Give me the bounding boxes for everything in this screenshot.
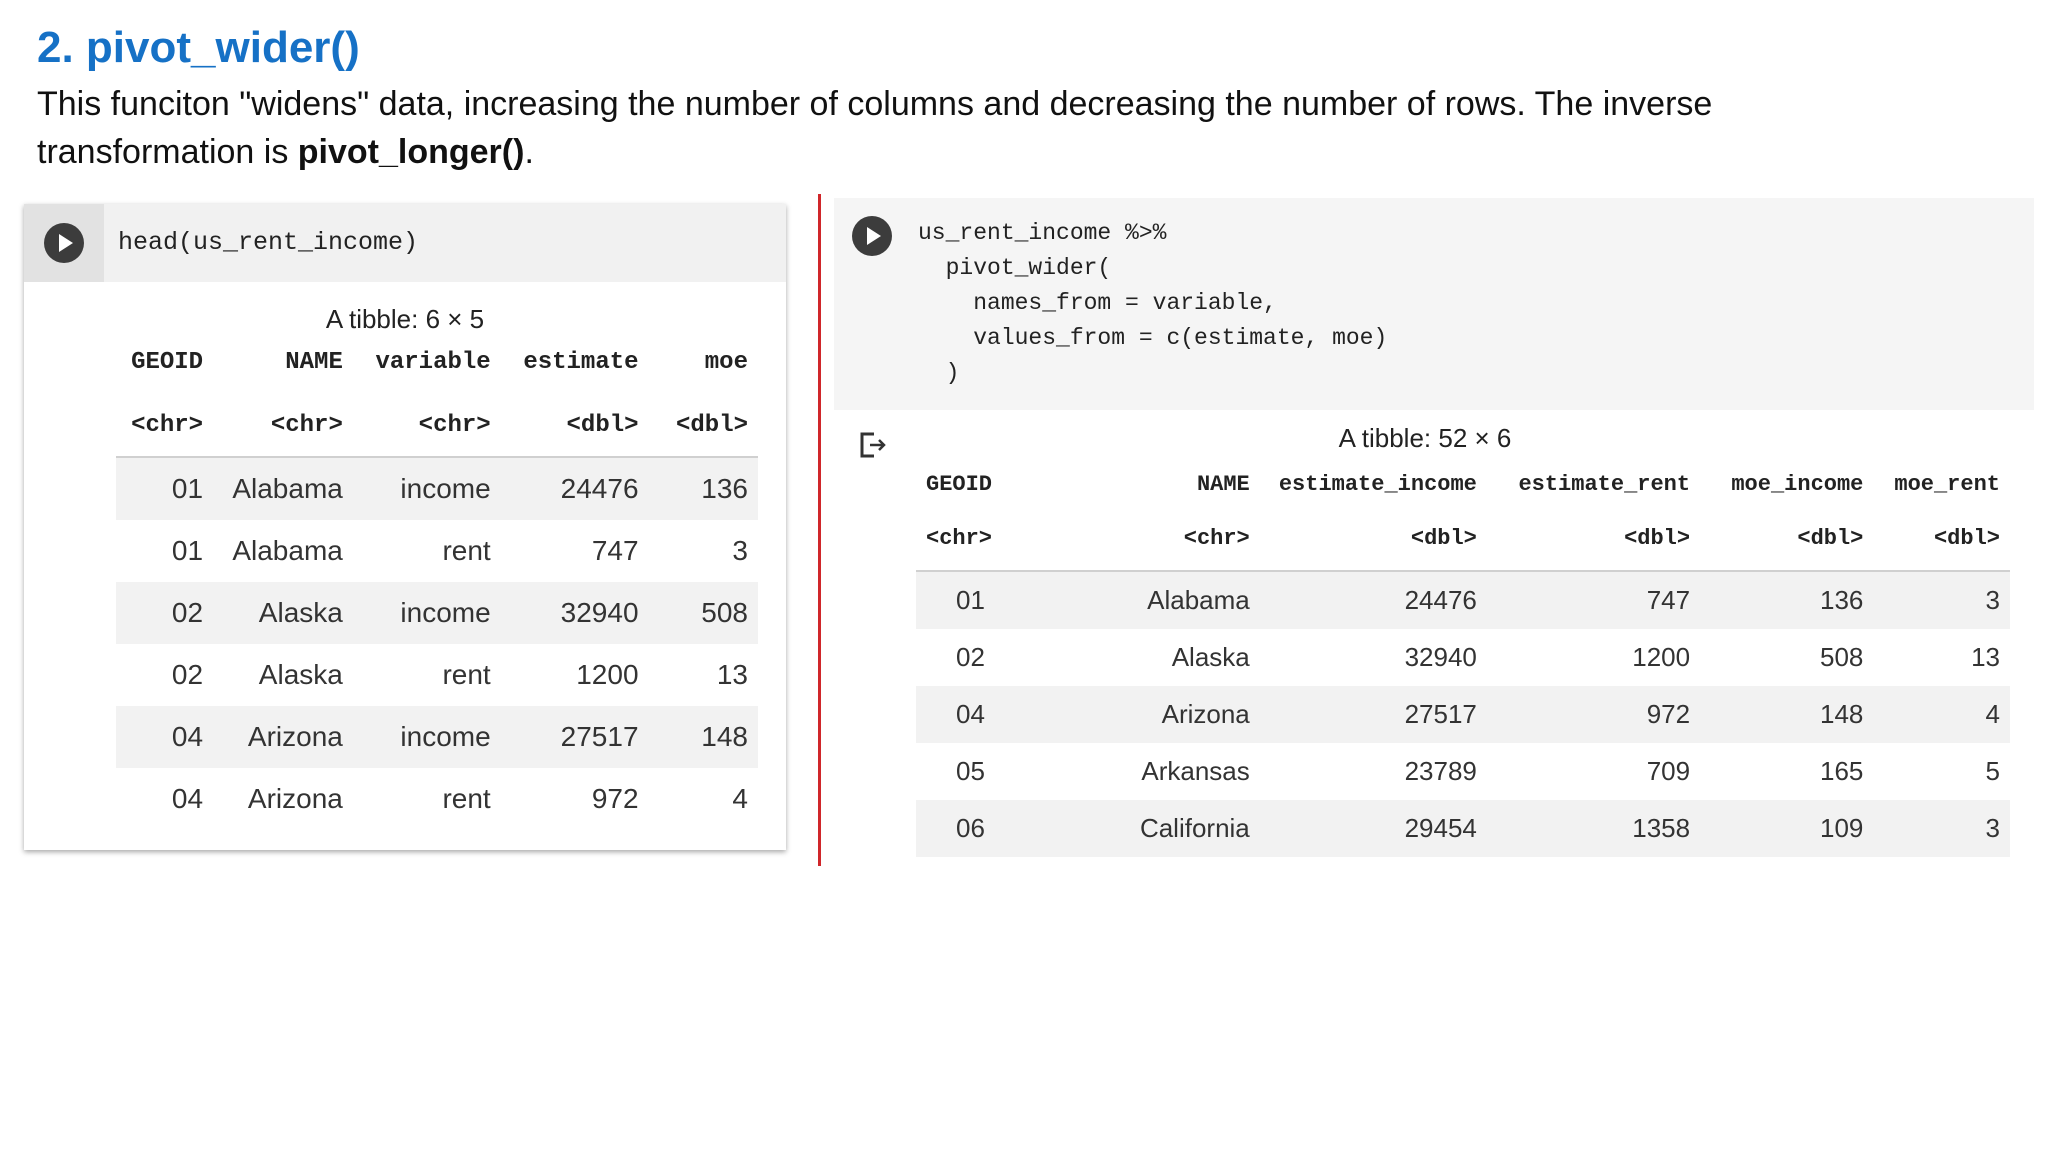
left-col-type: <chr> xyxy=(116,394,213,457)
table-cell: 32940 xyxy=(501,582,649,644)
table-cell: 01 xyxy=(116,457,213,520)
table-row xyxy=(116,520,758,582)
table-cell: 3 xyxy=(1873,800,2010,857)
left-col-header: NAME xyxy=(285,348,343,376)
table-cell: 02 xyxy=(956,642,985,672)
right-col-header: moe_income xyxy=(1731,471,1864,497)
table-row xyxy=(116,644,758,706)
right-type-row xyxy=(916,506,2010,571)
table-row xyxy=(916,743,2010,800)
table-cell: 13 xyxy=(1971,642,2000,672)
left-code[interactable]: head(us_rent_income) xyxy=(118,228,419,257)
table-cell: 01 xyxy=(916,571,1054,629)
table-cell: 148 xyxy=(649,706,758,768)
right-run-button[interactable] xyxy=(852,216,892,256)
table-cell: 4 xyxy=(732,783,748,814)
table-row xyxy=(916,686,2010,743)
left-type-row xyxy=(116,394,758,457)
table-cell: 109 xyxy=(1700,800,1873,857)
table-cell: income xyxy=(353,457,501,520)
description-period: . xyxy=(524,133,534,171)
left-run-button[interactable] xyxy=(44,223,84,263)
slide-title: 2. pivot_wider() xyxy=(37,23,360,72)
left-header-row xyxy=(116,330,758,394)
table-cell: 136 xyxy=(1700,571,1873,629)
table-row xyxy=(116,457,758,520)
slide-description xyxy=(37,80,1937,176)
code-line: values_from = c(estimate, moe) xyxy=(918,325,1388,351)
table-cell: 02 xyxy=(171,659,204,690)
table-row xyxy=(916,629,2010,686)
table-cell: Alabama xyxy=(232,535,343,566)
right-tibble-table xyxy=(916,462,2010,857)
left-tibble-table xyxy=(116,330,758,830)
table-cell: 5 xyxy=(1985,756,2000,786)
right-col-type: <dbl> xyxy=(1873,506,2010,571)
right-header-row xyxy=(916,462,2010,506)
right-col-type: <chr> xyxy=(1054,506,1260,571)
table-cell: 01 xyxy=(171,535,204,566)
table-cell: 747 xyxy=(591,535,639,566)
table-cell: Alabama xyxy=(213,457,353,520)
right-col-type: <dbl> xyxy=(1487,506,1700,571)
left-tibble-caption: A tibble: 6 × 5 xyxy=(325,304,485,334)
output-redirect-icon[interactable] xyxy=(858,430,888,460)
table-cell: 508 xyxy=(1820,642,1864,672)
table-row xyxy=(116,582,758,644)
table-cell: 136 xyxy=(649,457,758,520)
description-text: This funciton "widens" data, increasing the number of columns and decreasing the number of rows. The inverse transformation is xyxy=(37,85,1713,171)
table-cell: 05 xyxy=(956,756,985,786)
table-cell: 709 xyxy=(1646,756,1691,786)
panel-divider xyxy=(818,194,821,866)
table-cell: rent xyxy=(442,783,491,814)
table-cell: 06 xyxy=(916,800,1054,857)
table-row xyxy=(116,768,758,830)
right-col-header: GEOID xyxy=(926,471,993,497)
table-cell: 24476 xyxy=(501,457,649,520)
table-cell: 04 xyxy=(916,686,1054,743)
right-code[interactable] xyxy=(918,216,1387,391)
table-cell: rent xyxy=(442,535,491,566)
left-col-header: estimate xyxy=(523,348,639,376)
code-line: us_rent_income %>% xyxy=(918,220,1167,246)
table-cell: Alaska xyxy=(1171,642,1250,672)
table-cell: Alaska xyxy=(258,659,343,690)
left-col-header: GEOID xyxy=(131,348,204,376)
right-col-type: <dbl> xyxy=(1260,506,1487,571)
left-col-header: variable xyxy=(375,348,491,376)
table-cell: 13 xyxy=(716,659,748,690)
left-col-header: moe xyxy=(704,348,748,376)
table-cell: Alabama xyxy=(1054,571,1260,629)
table-cell: 04 xyxy=(171,783,204,814)
table-cell: income xyxy=(353,582,501,644)
table-cell: 27517 xyxy=(1260,686,1487,743)
left-col-type: <dbl> xyxy=(501,394,649,457)
table-cell: Arizona xyxy=(1054,686,1260,743)
table-cell: 4 xyxy=(1873,686,2010,743)
right-col-type: <dbl> xyxy=(1700,506,1873,571)
table-cell: 23789 xyxy=(1404,756,1477,786)
right-code-cell xyxy=(834,198,2034,410)
right-col-header: NAME xyxy=(1196,471,1250,497)
table-cell: 747 xyxy=(1487,571,1700,629)
table-cell: 32940 xyxy=(1404,642,1477,672)
table-cell: 508 xyxy=(649,582,758,644)
table-cell: 02 xyxy=(116,582,213,644)
table-cell: California xyxy=(1054,800,1260,857)
left-col-type: <dbl> xyxy=(649,394,758,457)
right-col-type: <chr> xyxy=(916,506,1054,571)
table-cell: 04 xyxy=(116,706,213,768)
table-cell: Arizona xyxy=(213,706,353,768)
table-cell: 29454 xyxy=(1260,800,1487,857)
table-cell: 972 xyxy=(591,783,639,814)
description-function-name: pivot_longer() xyxy=(297,133,525,171)
table-cell: rent xyxy=(442,659,491,690)
table-cell: Arkansas xyxy=(1141,756,1250,786)
table-cell: 27517 xyxy=(501,706,649,768)
table-cell: 972 xyxy=(1487,686,1700,743)
table-cell: 1200 xyxy=(576,659,639,690)
left-col-type: <chr> xyxy=(213,394,353,457)
table-cell: 3 xyxy=(1873,571,2010,629)
table-cell: Alaska xyxy=(213,582,353,644)
table-cell: income xyxy=(353,706,501,768)
table-cell: 24476 xyxy=(1260,571,1487,629)
table-cell: 1200 xyxy=(1632,642,1691,672)
table-cell: 1358 xyxy=(1487,800,1700,857)
table-row xyxy=(916,571,2010,629)
table-row xyxy=(116,706,758,768)
table-cell: Arizona xyxy=(247,783,343,814)
table-cell: 165 xyxy=(1820,756,1864,786)
table-cell: 3 xyxy=(732,535,748,566)
code-line: names_from = variable, xyxy=(918,290,1277,316)
left-col-type: <chr> xyxy=(353,394,501,457)
table-row xyxy=(916,800,2010,857)
table-cell: 148 xyxy=(1700,686,1873,743)
right-col-header: estimate_income xyxy=(1278,471,1477,497)
code-line: pivot_wider( xyxy=(918,255,1112,281)
right-col-header: estimate_rent xyxy=(1518,471,1691,497)
right-col-header: moe_rent xyxy=(1894,471,2000,497)
code-line: ) xyxy=(918,360,960,386)
right-tibble-caption: A tibble: 52 × 6 xyxy=(1338,423,1512,453)
